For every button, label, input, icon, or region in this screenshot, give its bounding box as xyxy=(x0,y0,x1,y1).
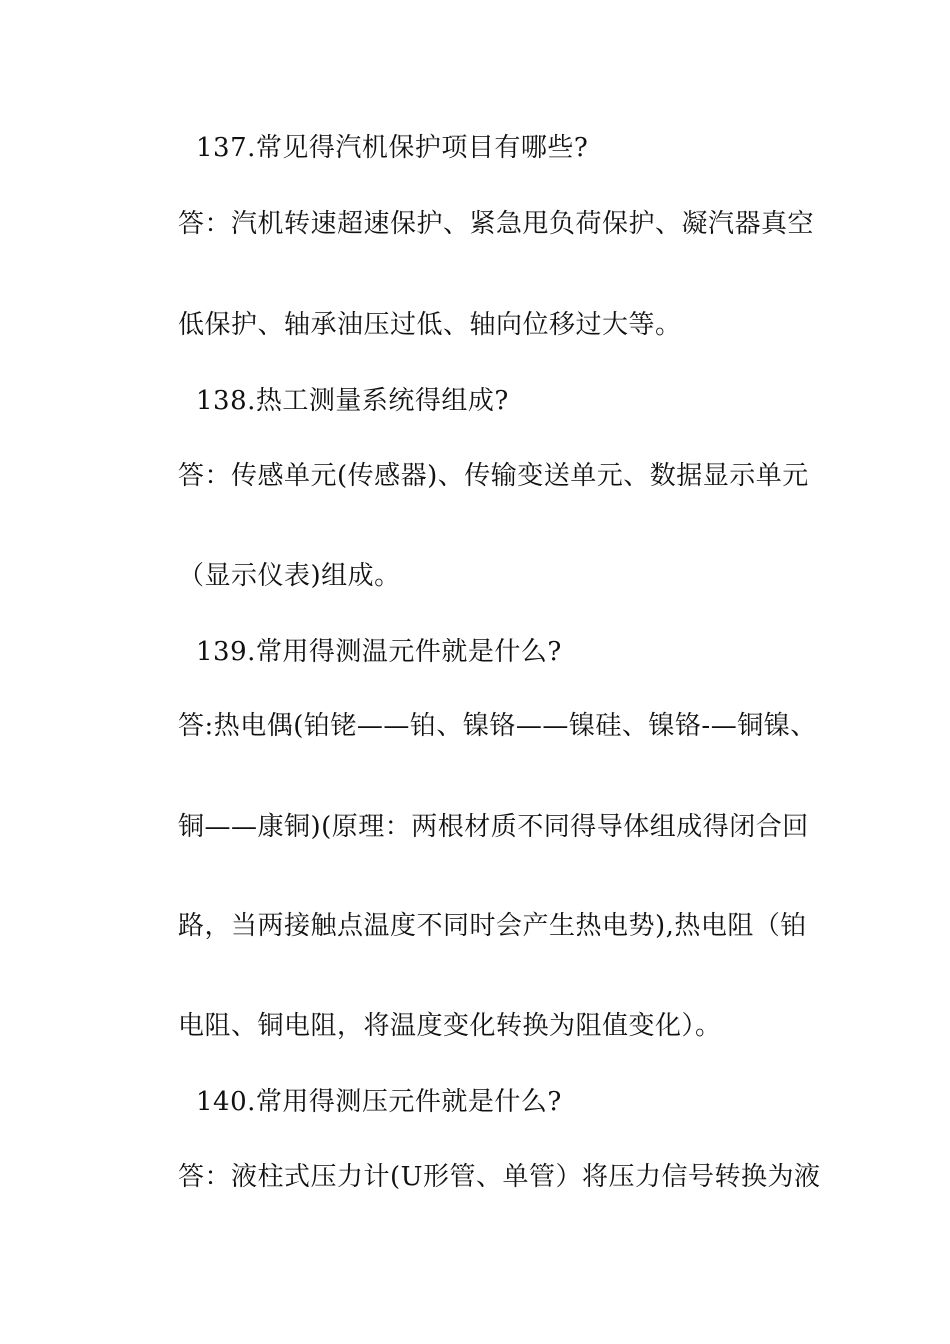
answer-139-line-3: 路，当两接触点温度不同时会产生热电势),热电阻（铂 xyxy=(178,911,807,941)
question-139: 139.常用得测温元件就是什么? xyxy=(196,637,562,667)
question-140: 140.常用得测压元件就是什么? xyxy=(196,1087,562,1117)
answer-138-line-2: （显示仪表)组成。 xyxy=(178,561,401,591)
question-137: 137.常见得汽机保护项目有哪些? xyxy=(196,133,589,163)
answer-137-line-2: 低保护、轴承油压过低、轴向位移过大等。 xyxy=(178,310,682,340)
answer-139-line-2: 铜——康铜)(原理：两根材质不同得导体组成得闭合回 xyxy=(178,812,809,842)
answer-140-line-1: 答：液柱式压力计(U形管、单管）将压力信号转换为液 xyxy=(178,1162,821,1192)
answer-137-line-1: 答：汽机转速超速保护、紧急甩负荷保护、凝汽器真空 xyxy=(178,209,815,239)
answer-139-line-1: 答:热电偶(铂铑——铂、镍铬——镍硅、镍铬-—铜镍、 xyxy=(178,711,817,741)
question-138: 138.热工测量系统得组成? xyxy=(196,386,509,416)
answer-139-line-4: 电阻、铜电阻，将温度变化转换为阻值变化）。 xyxy=(178,1011,722,1041)
answer-138-line-1: 答：传感单元(传感器)、传输变送单元、数据显示单元 xyxy=(178,461,809,491)
